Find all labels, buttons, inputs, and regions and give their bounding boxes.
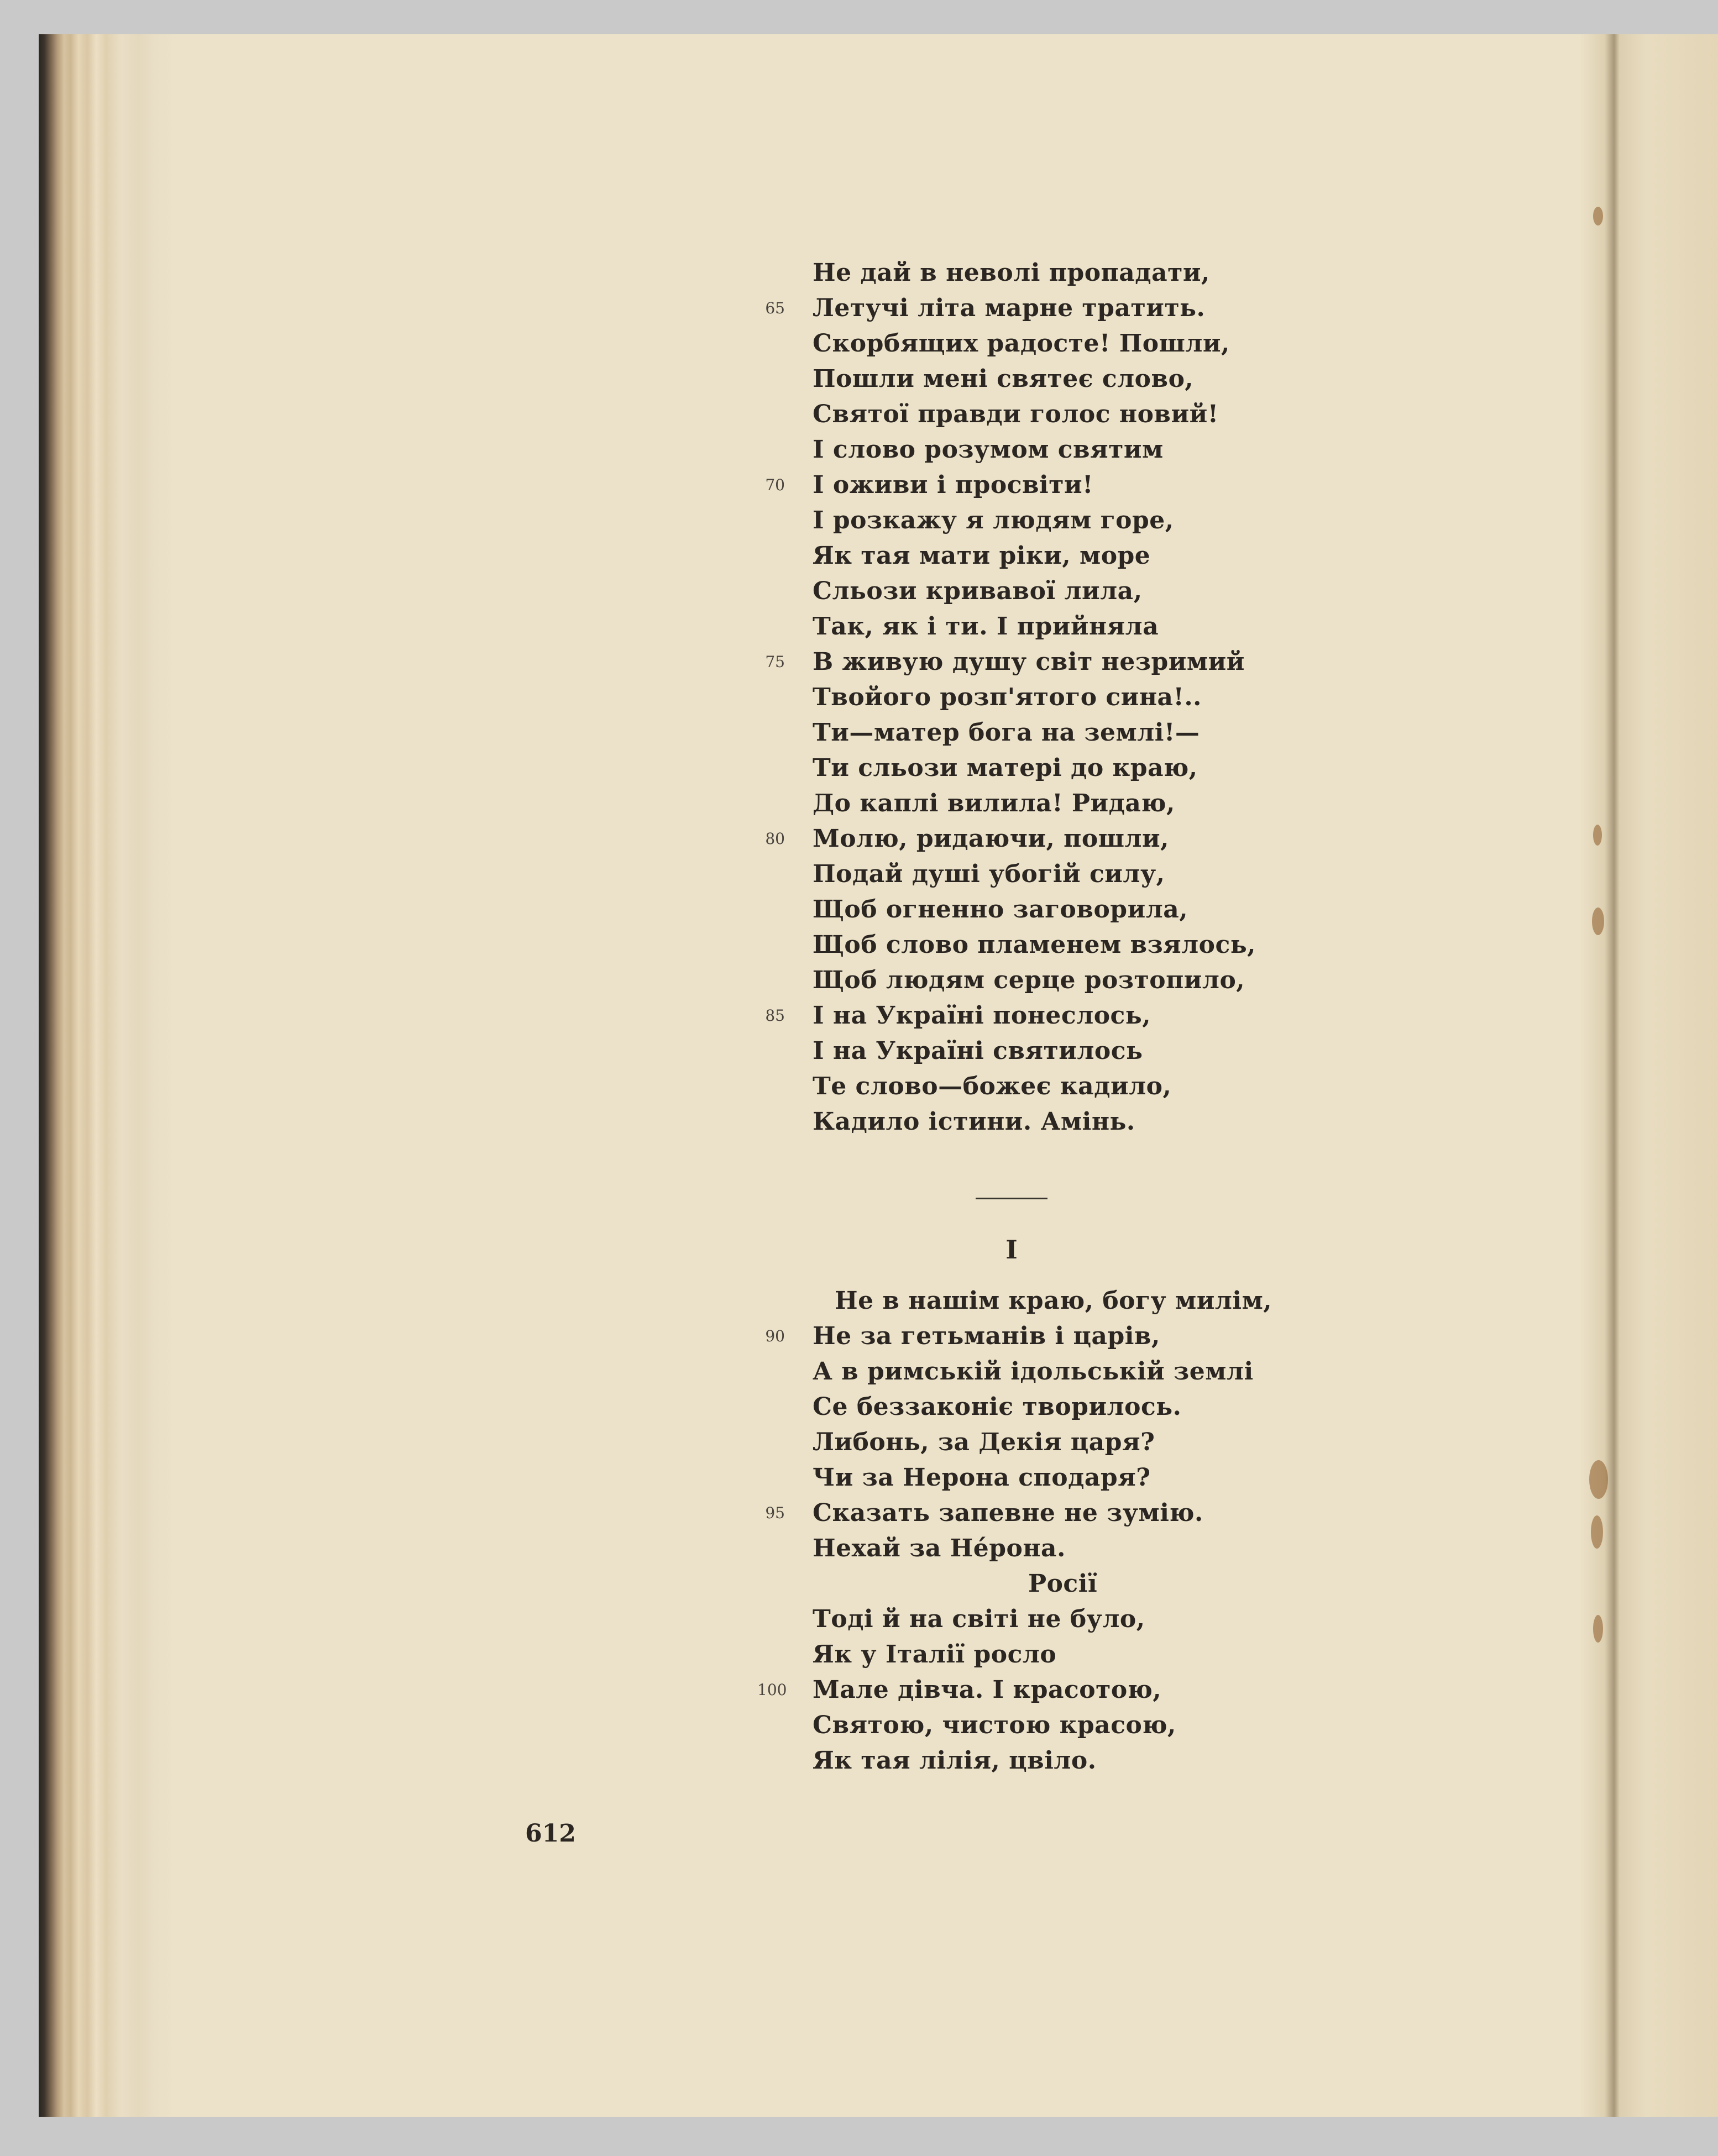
- facing-page-edge: [1580, 34, 1718, 2117]
- poem-line: Так, як і ти. І прийняла: [813, 612, 1159, 641]
- poem-line: Як тая мати ріки, море: [813, 542, 1151, 570]
- poem-line: Росії: [1028, 1570, 1098, 1598]
- poem-line: Сльози кривавої лила,: [813, 577, 1143, 605]
- poem-line: Кадило істини. Амінь.: [813, 1108, 1135, 1136]
- line-number: 100: [757, 1681, 787, 1699]
- poem-line: Ти—матер бога на землі!—: [813, 718, 1200, 747]
- poem-line: А в римській ідольській землі: [813, 1357, 1254, 1386]
- poem-line: Сказать запевне не зумію.: [813, 1499, 1203, 1527]
- poem-line: І слово розумом святим: [813, 436, 1164, 464]
- poem-body: [757, 255, 1476, 1803]
- line-number: 70: [765, 476, 785, 494]
- poem-line: До каплі вилила! Ридаю,: [813, 789, 1175, 817]
- poem-line: І оживи і просвіти!: [813, 471, 1093, 499]
- foxing-stain: [1593, 1615, 1603, 1643]
- foxing-stain: [1593, 207, 1603, 225]
- foxing-stain: [1591, 1515, 1603, 1549]
- poem-line: І на Україні понеслось,: [813, 1001, 1151, 1030]
- foxing-stain: [1592, 907, 1604, 935]
- poem-line: Се беззаконіє творилось.: [813, 1393, 1182, 1421]
- poem-line: Подай душі убогій силу,: [813, 860, 1165, 888]
- poem-line: Святою, чистою красою,: [813, 1711, 1176, 1739]
- poem-line: Щоб слово пламенем взялось,: [813, 931, 1256, 959]
- section-divider: [976, 1198, 1047, 1199]
- poem-line: Як тая лілія, цвіло.: [813, 1746, 1097, 1775]
- poem-line: В живую душу світ незримий: [813, 648, 1245, 676]
- poem-line: Пошли мені святеє слово,: [813, 365, 1194, 393]
- poem-line: Тоді й на світі не було,: [813, 1605, 1145, 1633]
- poem-line: Святої правди голос новий!: [813, 400, 1219, 428]
- line-number: 95: [765, 1504, 785, 1522]
- poem-line: Нехай за Нéрона.: [813, 1534, 1066, 1562]
- foxing-stain: [1589, 1460, 1608, 1499]
- line-number: 80: [765, 830, 785, 848]
- poem-line: Мале дівча. І красотою,: [813, 1676, 1162, 1704]
- scanned-page: [39, 34, 1718, 2117]
- section-heading: І: [1005, 1235, 1018, 1265]
- poem-line: Либонь, за Декія царя?: [813, 1428, 1155, 1456]
- poem-line: Не дай в неволі пропадати,: [813, 259, 1210, 287]
- foxing-stain: [1593, 825, 1602, 846]
- poem-line: І розкажу я людям горе,: [813, 506, 1174, 534]
- poem-line: Твойого розп'ятого сина!..: [813, 683, 1202, 711]
- poem-line: Не в нашім краю, богу милім,: [835, 1287, 1272, 1315]
- poem-line: Летучі літа марне тратить.: [813, 294, 1206, 322]
- line-number: 65: [765, 299, 785, 317]
- poem-line: Як у Італії росло: [813, 1640, 1057, 1669]
- poem-line: Щоб людям серце розтопило,: [813, 966, 1245, 994]
- line-number: 85: [765, 1006, 785, 1025]
- book-leaf-edges: [39, 34, 171, 2117]
- poem-line: Не за гетьманів і царів,: [813, 1322, 1160, 1350]
- line-number: 90: [765, 1327, 785, 1345]
- page-number: 612: [525, 1819, 576, 1848]
- poem-line: Скорбящих радосте! Пошли,: [813, 329, 1230, 358]
- poem-line: Молю, ридаючи, пошли,: [813, 825, 1169, 853]
- line-number: 75: [765, 653, 785, 671]
- poem-line: І на Україні святилось: [813, 1037, 1143, 1065]
- poem-line: Щоб огненно заговорила,: [813, 895, 1188, 924]
- poem-line: Чи за Нерона сподаря?: [813, 1463, 1151, 1492]
- poem-line: Ти сльози матері до краю,: [813, 754, 1198, 782]
- poem-line: Те слово—божеє кадило,: [813, 1072, 1172, 1100]
